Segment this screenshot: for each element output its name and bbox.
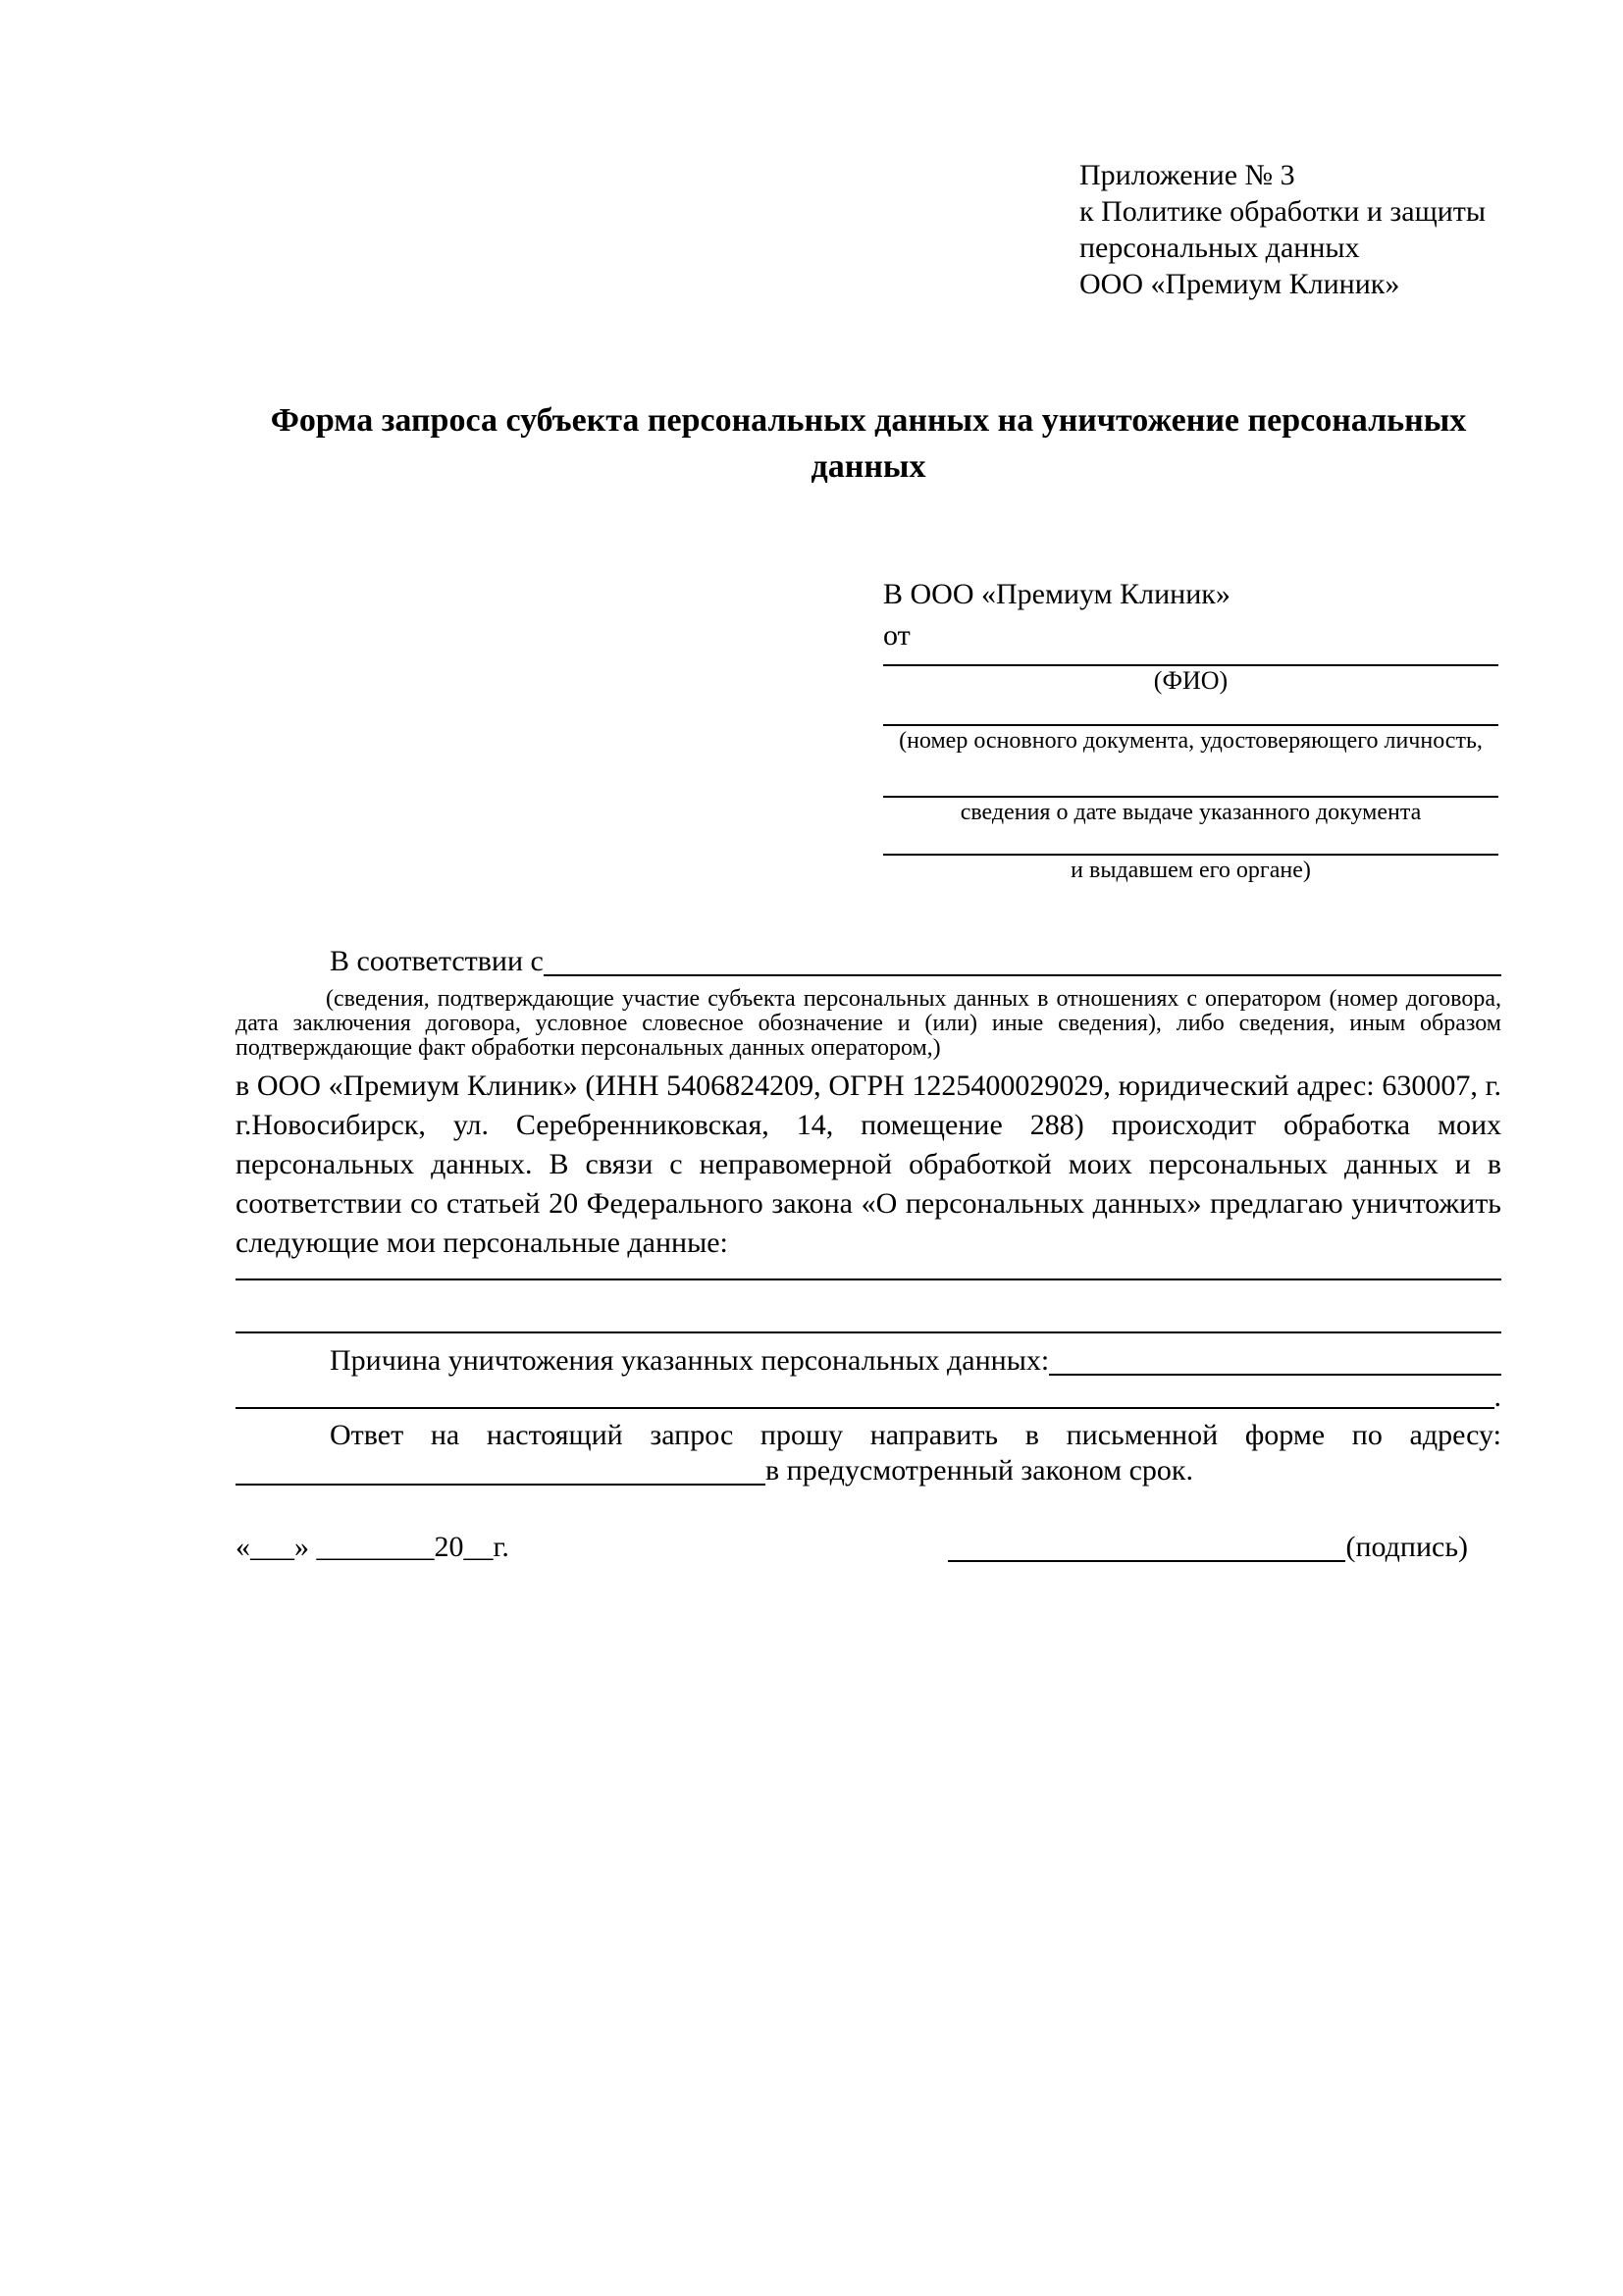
according-label: В соответствии с [330,945,544,977]
document-number-blank-line [883,694,1498,726]
appendix-header-line: ООО «Премиум Клиник» [1079,268,1400,300]
appendix-header-line: персональных данных [1079,232,1360,264]
document-title: Форма запроса субъекта персональных данных на уничтожение персональных данных [270,402,1467,485]
fine-print-note: (сведения, подтверждающие участие субъекта персональных данных в отношениях с оператором (номер договора, дата заключения договора, условное словесное обозначение и (или) иные сведения), либо сведения, иным образом подтверждающие факт обработки персональных данных оператором,) [236,986,1501,1061]
issue-date-caption: сведения о дате выдаче указанного документа [960,800,1422,825]
according-row [236,942,1501,981]
signature-blank-line [948,1560,1345,1562]
reason-label: Причина уничтожения указанных персональных данных: [330,1344,1050,1377]
issuing-authority-blank-line [883,825,1498,856]
addressee-from: от [883,619,911,652]
document-number-caption: (номер основного документа, удостоверяющего личность, [899,728,1483,754]
signature-block [948,1527,1468,1568]
sentence-period: . [1493,1381,1501,1413]
addressee-to: В ООО «Премиум Клиник» [883,578,1230,610]
fio-caption: (ФИО) [1153,666,1229,695]
reply-paragraph: Ответ на настоящий запрос прошу направить в письменной форме по адресу: [330,1419,1501,1451]
signature-caption: (подпись) [1345,1531,1468,1563]
appendix-header-line: к Политике обработки и защиты [1079,195,1487,228]
addressee-block [883,574,1498,883]
reply-suffix: в предусмотренный законом срок. [765,1454,1193,1487]
issue-date-blank-line [883,754,1498,798]
reason-blank-line [1049,1374,1501,1376]
date-field: «___» ________20__г. [236,1531,509,1563]
data-blank-line-1 [236,1263,1501,1280]
appendix-header [1079,157,1521,302]
reply-address-blank-line [236,1484,765,1486]
main-paragraph: в ООО «Премиум Клиник» (ИНН 5406824209, ОГРН 1225400029029, юридический адрес: 630007, г. г.Новосибирск, ул. Серебренниковская, 14, помещение 288) происходит обработка моих персональных данных. В связи с неправомерной обработкой моих персональных данных и в соответствии со статьей 20 Федерального закона «О персональных данных» предлагаю уничтожить следующие мои персональные данные: [236,1070,1501,1259]
reason-row [236,1339,1501,1381]
fio-blank-line [883,656,1498,666]
signature-row [236,1527,1501,1568]
reason-continuation-row [236,1381,1501,1414]
reply-address-row [236,1455,1501,1490]
body-block [236,942,1501,1490]
reason-continuation-blank-line [236,1407,1494,1409]
according-blank-line [544,974,1501,976]
issuing-authority-caption: и выдавшем его органе) [1071,858,1311,883]
data-blank-line-2 [236,1280,1501,1333]
appendix-header-line: Приложение № 3 [1079,159,1295,191]
